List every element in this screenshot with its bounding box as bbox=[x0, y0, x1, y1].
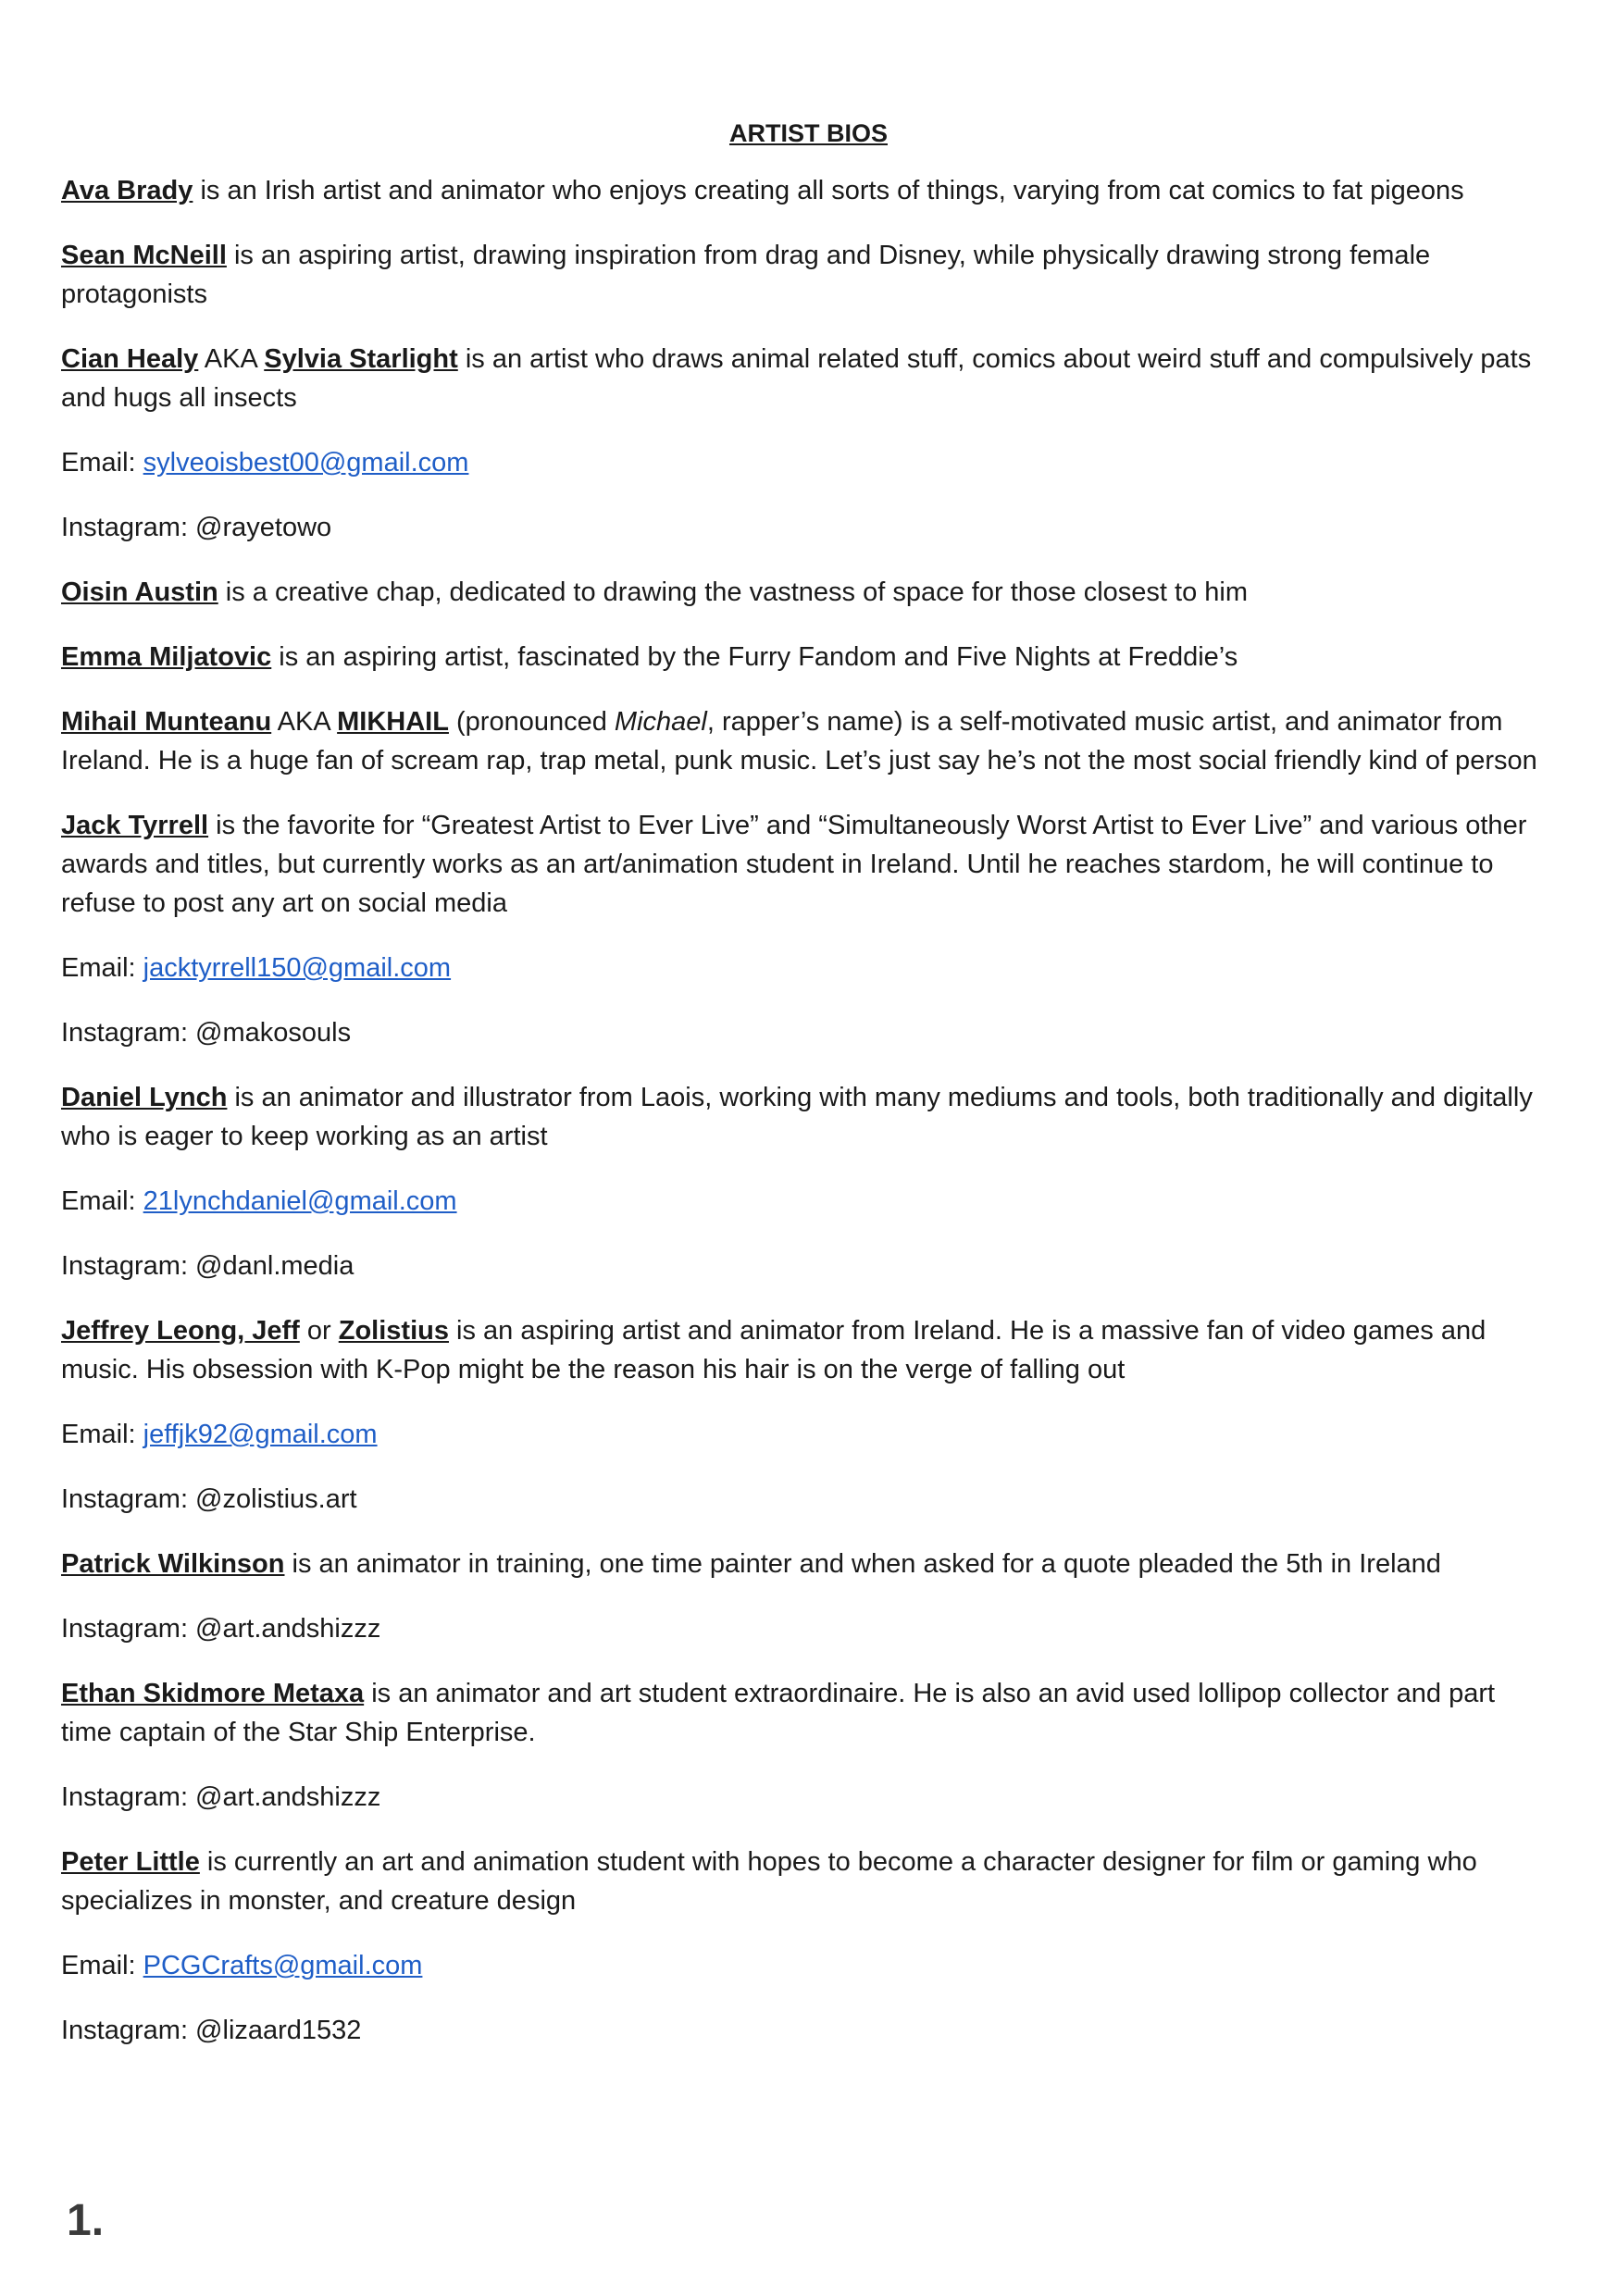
artist-name: Daniel Lynch bbox=[61, 1083, 228, 1112]
bio-ethan-skidmore-metaxa bbox=[61, 1674, 1543, 1752]
email-label: Email: bbox=[61, 953, 143, 983]
artist-name: Emma Miljatovic bbox=[61, 642, 272, 672]
artist-name: Patrick Wilkinson bbox=[61, 1549, 285, 1579]
bio-text: is the favorite for “Greatest Artist to Ever Live” and “Simultaneously Worst Artist to Ever Live” and various other awards and titles, but currently works as an art/animation student in Ireland. Until he reaches stardom, he will continue to refuse to post any art on social media bbox=[61, 811, 1527, 918]
bio-text: is an aspiring artist and animator from Ireland. He is a massive fan of video games and music. His obsession with K-Pop might be the reason his hair is on the verge of falling out bbox=[61, 1316, 1486, 1384]
or-text: or bbox=[299, 1316, 339, 1346]
email-link[interactable]: jeffjk92@gmail.com bbox=[143, 1420, 378, 1449]
bio-text: is currently an art and animation student with hopes to become a character designer for film or gaming who specializes in monster, and creature design bbox=[61, 1847, 1477, 1916]
bio-text: is an Irish artist and animator who enjoys creating all sorts of things, varying from cat comics to fat pigeons bbox=[193, 176, 1464, 205]
bio-jeffrey-leong bbox=[61, 1311, 1543, 1389]
artist-alias: Zolistius bbox=[338, 1316, 449, 1346]
instagram-line: Instagram: @lizaard1532 bbox=[61, 2016, 362, 2045]
page-title: ARTIST BIOS bbox=[728, 119, 888, 147]
artist-name: Jeffrey Leong, Jeff bbox=[61, 1316, 300, 1346]
bio-text: is an aspiring artist, fascinated by the Furry Fandom and Five Nights at Freddie’s bbox=[271, 642, 1238, 672]
bio-patrick-wilkinson bbox=[61, 1545, 1543, 1583]
bio-oisin-austin bbox=[61, 573, 1543, 612]
artist-alias: MIKHAIL bbox=[337, 707, 449, 737]
instagram-line: Instagram: @danl.media bbox=[61, 1251, 354, 1281]
email-label: Email: bbox=[61, 448, 143, 478]
artist-alias: Sylvia Starlight bbox=[264, 344, 458, 374]
email-label: Email: bbox=[61, 1420, 143, 1449]
artist-name: Mihail Munteanu bbox=[61, 707, 272, 737]
bio-text: is an animator and illustrator from Laois, working with many mediums and tools, both traditionally and digitally who is eager to keep working as an artist bbox=[61, 1083, 1533, 1151]
email-label: Email: bbox=[61, 1186, 143, 1216]
bio-sean-mcneill bbox=[61, 236, 1543, 314]
artist-name: Oisin Austin bbox=[61, 577, 218, 607]
bio-daniel-lynch bbox=[61, 1078, 1543, 1156]
artist-name: Ava Brady bbox=[61, 176, 193, 205]
instagram-line: Instagram: @zolistius.art bbox=[61, 1484, 357, 1514]
artist-name: Jack Tyrrell bbox=[61, 811, 209, 840]
artist-name: Ethan Skidmore Metaxa bbox=[61, 1679, 365, 1708]
bio-text: is an animator and art student extraordinaire. He is also an avid used lollipop collector and part time captain of the Star Ship Enterprise. bbox=[61, 1679, 1496, 1747]
bio-mihail-munteanu bbox=[61, 702, 1543, 780]
email-label: Email: bbox=[61, 1951, 143, 1980]
email-link[interactable]: jacktyrrell150@gmail.com bbox=[143, 953, 452, 983]
aka-text: AKA bbox=[198, 344, 265, 374]
bio-peter-little bbox=[61, 1843, 1543, 1920]
artist-name: Cian Healy bbox=[61, 344, 199, 374]
email-line bbox=[61, 443, 1543, 482]
instagram-line: Instagram: @rayetowo bbox=[61, 513, 332, 542]
artist-name: Sean McNeill bbox=[61, 241, 227, 270]
bio-ava-brady bbox=[61, 171, 1543, 210]
artist-name: Peter Little bbox=[61, 1847, 200, 1877]
email-line bbox=[61, 1946, 1543, 1985]
aka-text: AKA bbox=[271, 707, 338, 737]
email-line bbox=[61, 949, 1543, 987]
bio-text: (pronounced bbox=[448, 707, 615, 737]
email-link[interactable]: 21lynchdaniel@gmail.com bbox=[143, 1186, 457, 1216]
email-line bbox=[61, 1182, 1543, 1221]
instagram-line: Instagram: @art.andshizzz bbox=[61, 1614, 381, 1644]
bio-text: is an artist who draws animal related stuff, comics about weird stuff and compulsively pats and hugs all insects bbox=[61, 344, 1532, 413]
bio-jack-tyrrell bbox=[61, 806, 1543, 923]
bio-text: is a creative chap, dedicated to drawing the vastness of space for those closest to him bbox=[218, 577, 1248, 607]
bio-text: , rapper’s name) is a self-motivated music artist, and animator from Ireland. He is a huge fan of scream rap, trap metal, punk music. Let’s just say he’s not the most social friendly kind of person bbox=[61, 707, 1537, 776]
bio-text: is an aspiring artist, drawing inspiration from drag and Disney, while physically drawing strong female protagonists bbox=[61, 241, 1431, 309]
bio-cian-healy bbox=[61, 340, 1543, 417]
email-line bbox=[61, 1415, 1543, 1454]
bio-emma-miljatovic bbox=[61, 638, 1543, 676]
email-link[interactable]: sylveoisbest00@gmail.com bbox=[143, 448, 469, 478]
email-link[interactable]: PCGCrafts@gmail.com bbox=[143, 1951, 423, 1980]
bio-text: is an animator in training, one time painter and when asked for a quote pleaded the 5th in Ireland bbox=[284, 1549, 1441, 1579]
instagram-line: Instagram: @art.andshizzz bbox=[61, 1782, 381, 1812]
page-number: 1. bbox=[67, 2196, 105, 2245]
instagram-line: Instagram: @makosouls bbox=[61, 1018, 352, 1048]
pronounced-name: Michael bbox=[614, 707, 707, 737]
